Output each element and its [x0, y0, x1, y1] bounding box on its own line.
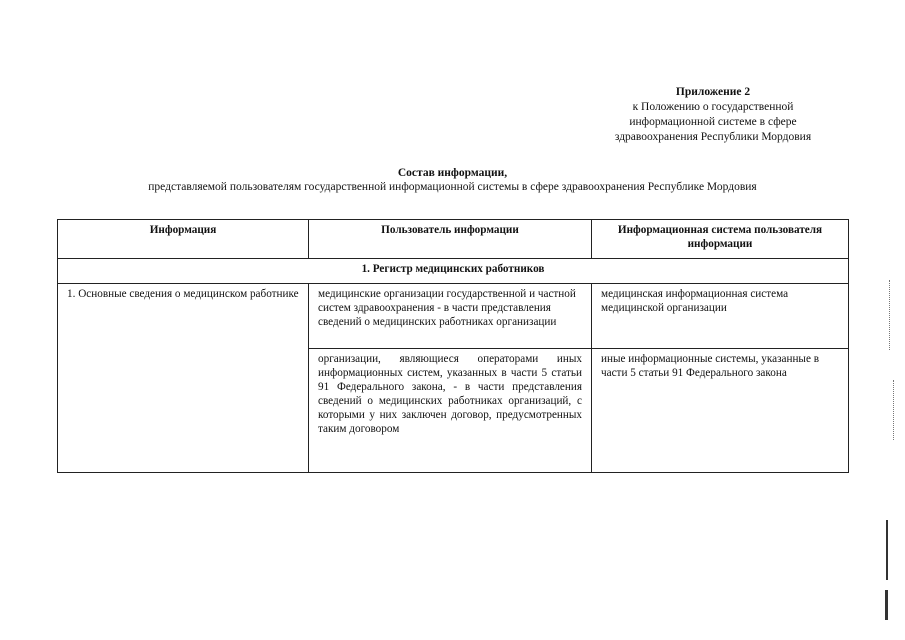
appendix-line: к Положению о государственной — [632, 101, 794, 113]
column-header-system: Информационная система пользователя информации — [592, 220, 849, 259]
scan-artifact — [893, 380, 895, 440]
document-heading — [0, 166, 905, 194]
table-row — [58, 284, 849, 349]
scan-artifact — [889, 280, 891, 350]
scan-artifact — [885, 590, 888, 620]
section-title: 1. Регистр медицинских работников — [58, 259, 849, 284]
information-table — [57, 219, 849, 473]
document-subtitle: представляемой пользователям государственной информационной системы в сфере здравоохранения Республике Мордовия — [148, 181, 757, 193]
appendix-title: Приложение 2 — [675, 86, 751, 98]
table-header-row — [58, 220, 849, 259]
scan-artifact — [886, 520, 888, 580]
user-cell: организации, являющиеся операторами иных информационных систем, указанных в части 5 статьи 91 Федерального закона, - в части представления сведений о медицинских работниках организаций, с которыми у них заключен договор, предусмотренных таким договором — [309, 349, 592, 473]
appendix-line: здравоохранения Республики Мордовия — [614, 131, 812, 143]
user-cell: медицинские организации государственной и частной систем здравоохранения - в части представления сведений о медицинских работниках организации — [309, 284, 592, 349]
appendix-line: информационной системе в сфере — [629, 116, 797, 128]
column-header-user: Пользователь информации — [309, 220, 592, 259]
column-header-information: Информация — [58, 220, 309, 259]
system-cell: медицинская информационная система медицинской организации — [592, 284, 849, 349]
document-title: Состав информации, — [397, 167, 508, 179]
table-section-row — [58, 259, 849, 284]
appendix-block — [583, 85, 843, 145]
info-cell: 1. Основные сведения о медицинском работнике — [58, 284, 309, 473]
system-cell: иные информационные системы, указанные в части 5 статьи 91 Федерального закона — [592, 349, 849, 473]
